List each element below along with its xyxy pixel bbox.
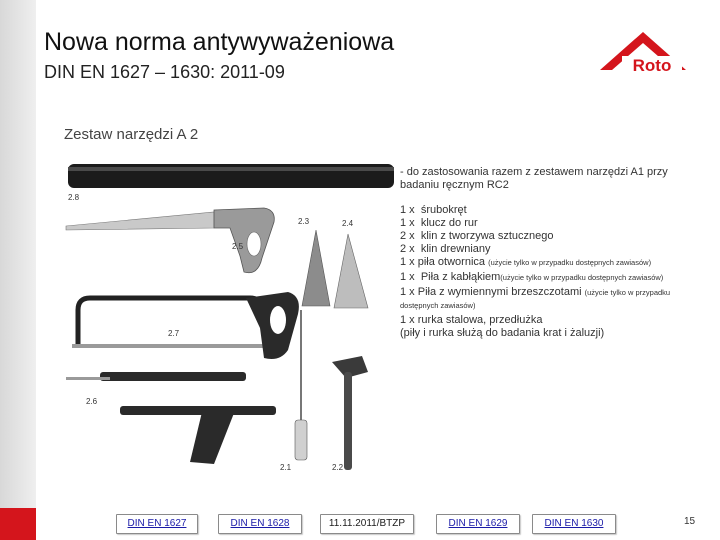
figure-label: 2.4 [342,219,354,228]
list-item: 2 x klin z tworzywa sztucznego [400,230,554,242]
din-en-1630-link[interactable]: DIN EN 1630 [532,514,616,534]
list-item: 1 x klucz do rur [400,217,478,229]
list-item: 1 x Piła z kabłąkiem(użycie tylko w przypadku dostępnych zawiasów) [400,271,664,283]
wooden-wedge-illustration [334,234,368,308]
tools-photo [64,158,394,476]
slide-subtitle: DIN EN 1627 – 1630: 2011-09 [44,62,285,82]
din-en-1627-link[interactable]: DIN EN 1627 [116,514,198,534]
brand-corner-block [0,508,36,540]
list-item: 1 x Piła z wymiennymi brzeszczotami (użycie tylko w przypadku dostępnych zawiasów) [400,286,671,310]
keyhole-saw-illustration [66,208,274,273]
usage-note: (użycie tylko w przypadku dostępnych zawiasów) [488,258,652,267]
screwdriver-illustration [295,310,307,460]
usage-note: (użycie tylko w przypadku dostępnych zawiasów) [500,273,664,282]
footer-bar [36,510,720,540]
list-item: 1 x piła otwornica (użycie tylko w przypadku dostępnych zawiasów) [400,256,652,268]
figure-label: 2.3 [298,217,310,226]
figure-label: 2.7 [168,329,180,338]
din-en-1628-link[interactable]: DIN EN 1628 [218,514,302,534]
hacksaw-illustration [72,292,299,359]
figure-label: 2.8 [68,193,80,202]
blade-saw-illustration [66,372,276,464]
roto-logo [596,28,690,74]
page-number: 15 [684,516,696,527]
figure-label: 2.2 [332,463,344,472]
list-item: 1 x śrubokręt [400,204,467,216]
figure-label: 2.5 [232,242,244,251]
date-label: 11.11.2011/BTZP [320,514,414,534]
logo-text: Roto [632,56,672,74]
description-intro: - do zastosowania razem z zestawem narzędzi A1 przy badaniu ręcznym RC2 [400,166,668,191]
figure-label: 2.1 [280,463,292,472]
section-heading: Zestaw narzędzi A 2 [64,126,199,143]
list-item: 2 x klin drewniany [400,243,491,255]
closing-note: (piły i rurka służą do badania krat i żaluzji) [400,327,605,339]
list-item: 1 x rurka stalowa, przedłużka [400,314,543,326]
figure-label: 2.6 [86,397,98,406]
pipe-wrench-illustration [332,356,368,470]
slide-title: Nowa norma antywyważeniowa [44,28,395,56]
plastic-wedge-illustration [302,230,330,306]
din-en-1629-link[interactable]: DIN EN 1629 [436,514,520,534]
left-decorative-stripe [0,0,36,540]
tool-description [400,166,700,340]
usage-note: (użycie tylko w przypadku dostępnych zawiasów) [400,288,671,310]
